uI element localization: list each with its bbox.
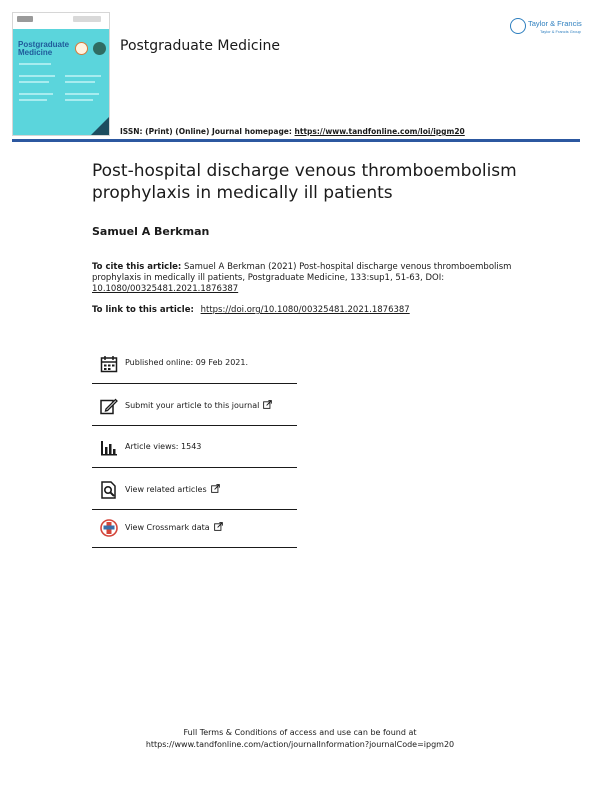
cover-corner-mark <box>91 117 109 135</box>
bar-chart-icon <box>100 439 118 457</box>
external-link-icon <box>211 484 220 493</box>
published-row <box>92 342 297 384</box>
link-label: To link to this article: <box>92 305 194 315</box>
cover-text-line <box>19 93 53 95</box>
journal-name: Postgraduate Medicine <box>120 38 280 54</box>
external-link-icon <box>214 522 223 531</box>
footer-terms: Full Terms & Conditions of access and use can be found at <box>183 728 417 737</box>
cover-text-line <box>19 81 49 83</box>
journal-cover-image <box>12 12 110 136</box>
issn-prefix: ISSN: (Print) (Online) Journal homepage: <box>120 127 292 136</box>
citation-text: Samuel A Berkman (2021) Post-hospital discharge venous thromboembolism prophylaxis in medically ill patients, Postgraduate Medicine, 133:sup1, 51-63, DOI: <box>92 262 512 283</box>
footer-url[interactable]: https://www.tandfonline.com/action/journalInformation?journalCode=ipgm20 <box>145 740 455 749</box>
citation-block <box>92 262 512 295</box>
journal-homepage-link[interactable]: https://www.tandfonline.com/loi/ipgm20 <box>294 127 465 136</box>
calendar-icon <box>100 355 118 373</box>
crossmark-link[interactable]: View Crossmark data <box>125 522 223 532</box>
submit-row[interactable] <box>92 384 297 426</box>
cover-badge-icon <box>93 42 106 55</box>
publisher-ring-icon <box>510 18 526 34</box>
issn-line <box>120 127 465 136</box>
citation-label: To cite this article: <box>92 262 182 272</box>
related-articles-link[interactable]: View related articles <box>125 484 220 494</box>
article-doi-url[interactable]: https://doi.org/10.1080/00325481.2021.1876387 <box>200 305 410 315</box>
cover-text-line <box>19 75 55 77</box>
cover-text-line <box>65 81 95 83</box>
cover-top-bar <box>13 13 109 29</box>
header-rule <box>12 139 580 142</box>
publisher-sub: Taylor & Francis Group <box>540 29 581 34</box>
citation-doi-link[interactable]: 10.1080/00325481.2021.1876387 <box>92 284 239 294</box>
edit-icon <box>100 397 118 415</box>
article-title: Post-hospital discharge venous thromboembolism prophylaxis in medically ill patients <box>92 161 517 203</box>
cover-seal-icon <box>75 42 88 55</box>
external-link-icon <box>263 400 272 409</box>
search-doc-icon <box>100 481 118 499</box>
publisher-name: Taylor & Francis <box>528 19 582 28</box>
views-row <box>92 426 297 468</box>
publisher-logo[interactable] <box>510 16 584 38</box>
crossmark-icon <box>100 519 118 537</box>
cover-text-line <box>19 63 51 65</box>
cover-text-line <box>19 99 47 101</box>
cover-text-line <box>65 75 101 77</box>
footer <box>0 727 600 751</box>
article-views: Article views: 1543 <box>125 442 202 451</box>
article-link-block <box>92 305 410 315</box>
cover-text-line <box>65 93 99 95</box>
related-row[interactable] <box>92 468 297 510</box>
submit-article-link[interactable]: Submit your article to this journal <box>125 400 272 410</box>
cover-text-line <box>65 99 93 101</box>
published-date: Published online: 09 Feb 2021. <box>125 358 249 367</box>
article-author: Samuel A Berkman <box>92 225 210 238</box>
cover-title: Postgraduate Medicine <box>18 40 70 57</box>
crossmark-row[interactable] <box>92 506 297 548</box>
